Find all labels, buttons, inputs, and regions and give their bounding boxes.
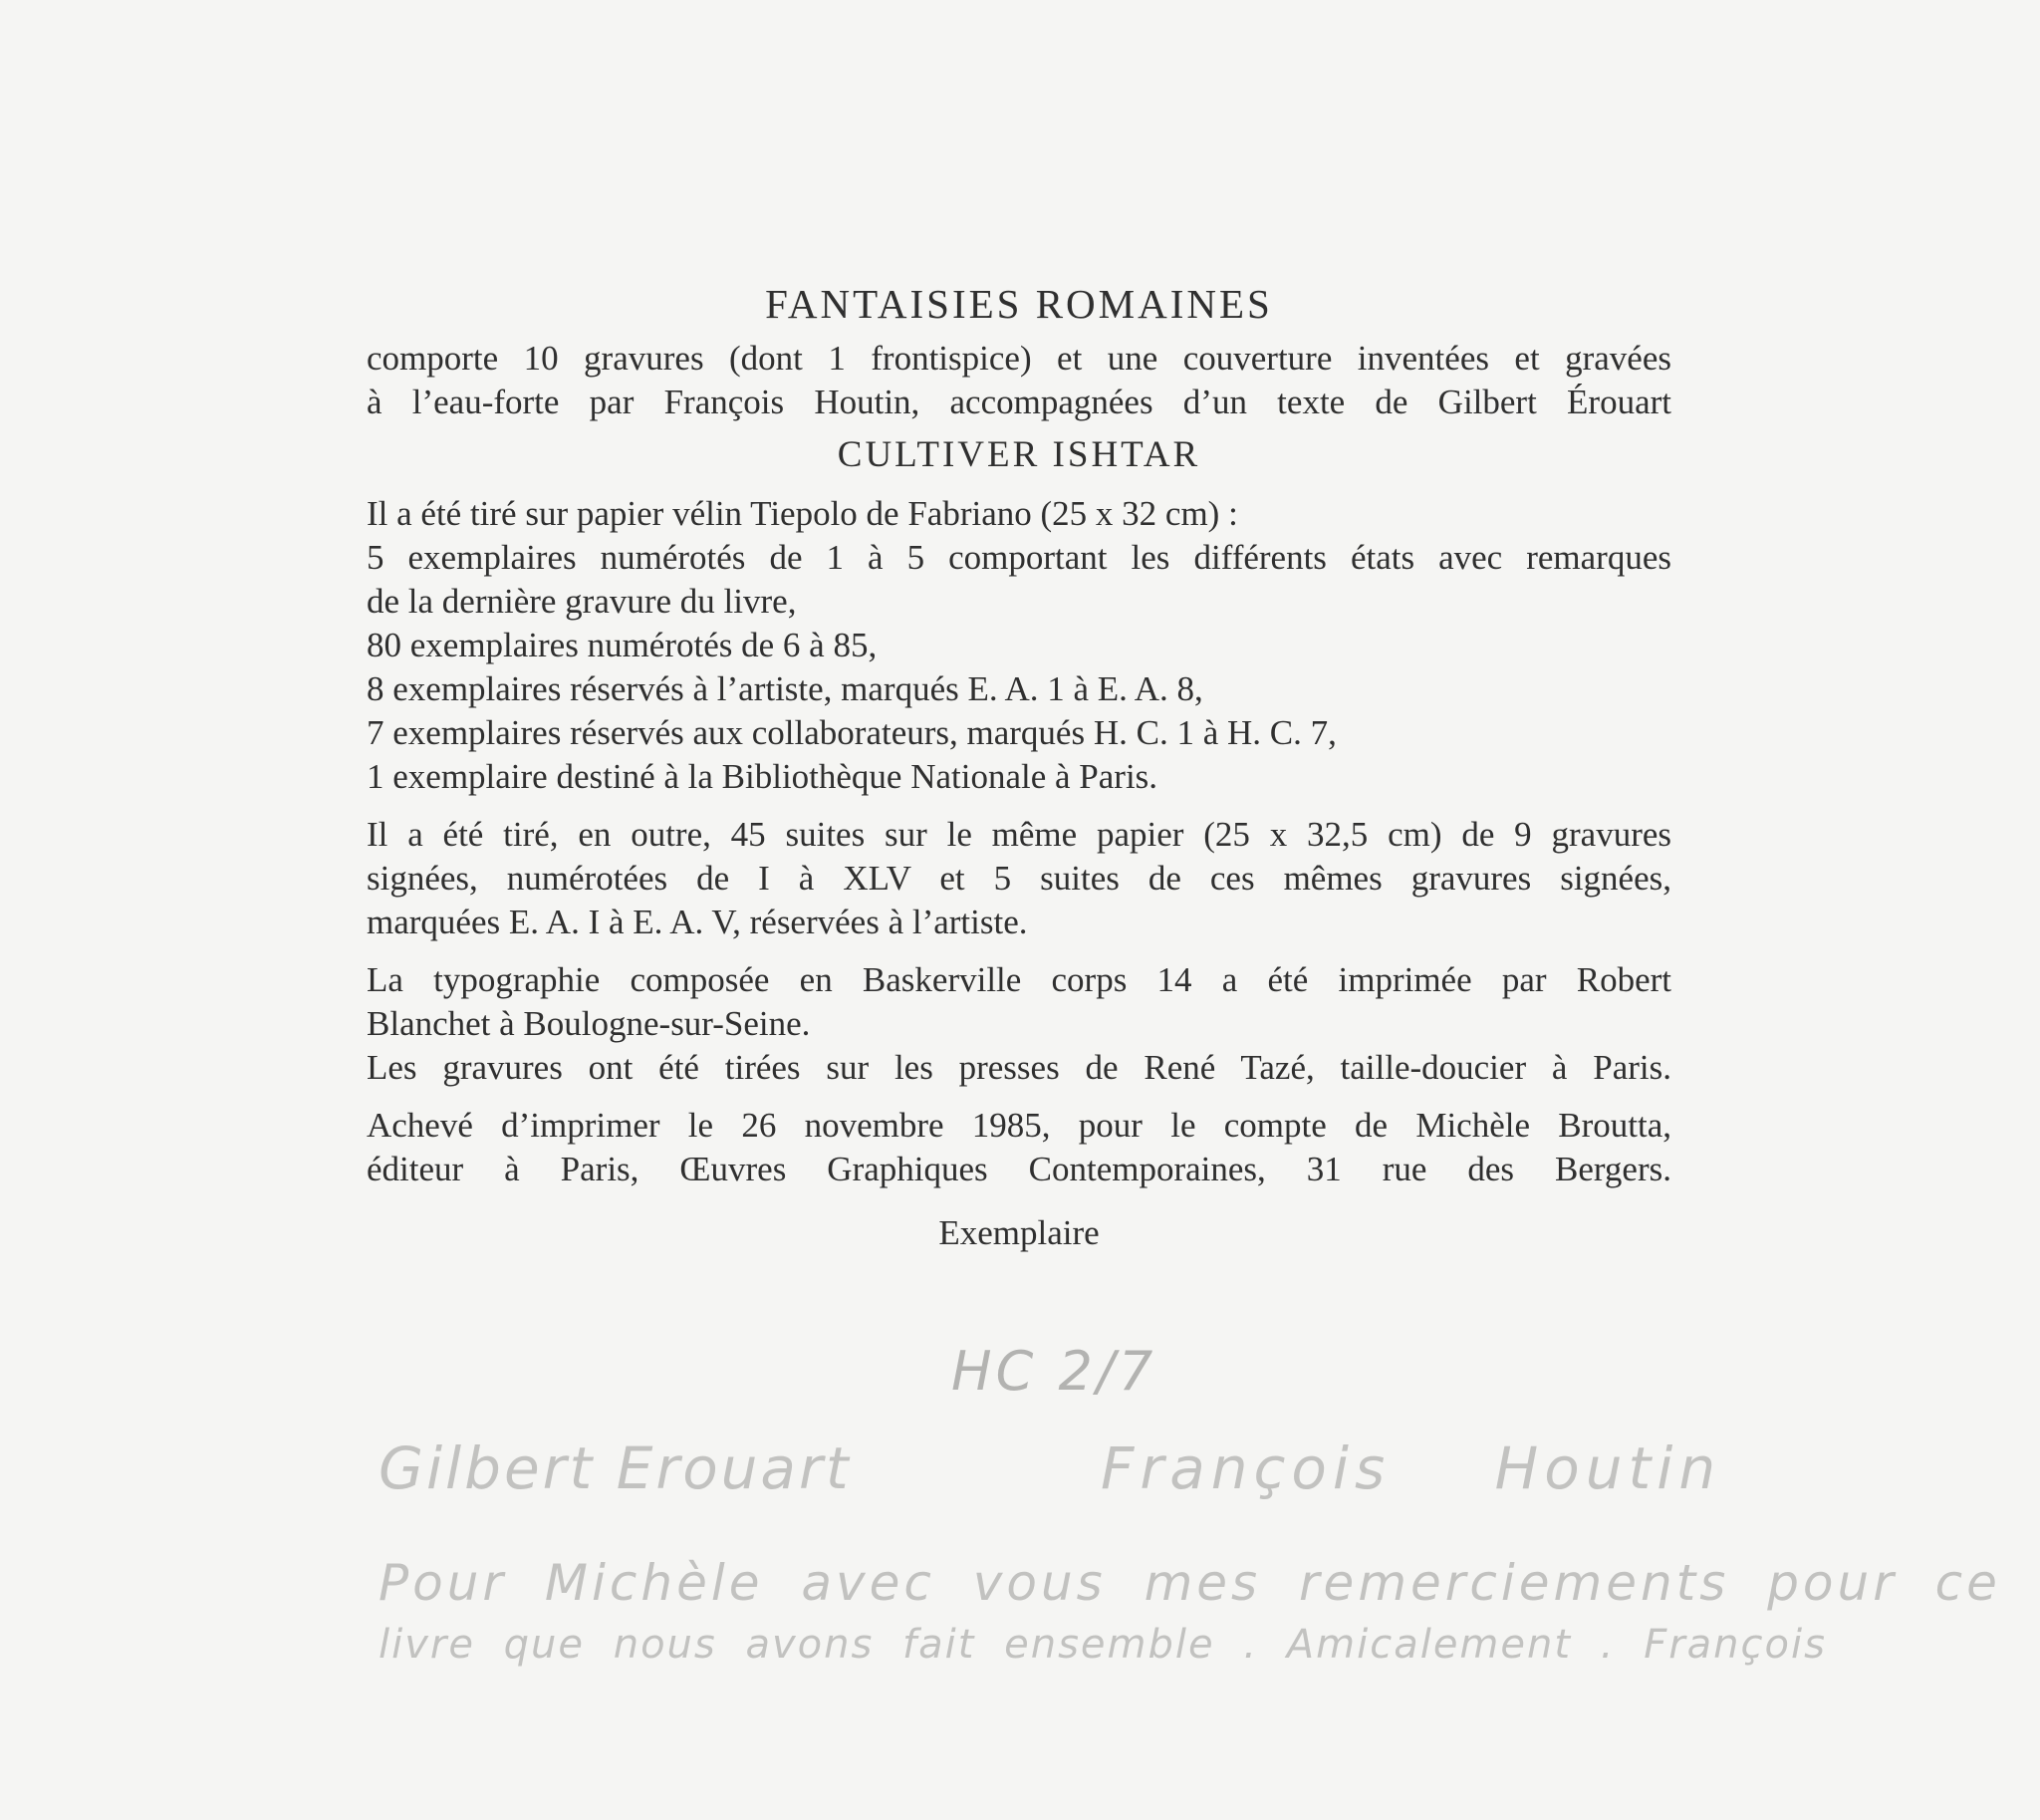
suites-line: Il a été tiré, en outre, 45 suites sur le même papier (25 x 32,5 cm) de 9 gravures bbox=[367, 815, 1671, 854]
book-title: FANTAISIES ROMAINES bbox=[765, 281, 1273, 327]
colophon-text-block bbox=[367, 271, 1671, 1255]
achieve-line: Achevé d’imprimer le 26 novembre 1985, pour le compte de Michèle Broutta, bbox=[367, 1106, 1671, 1145]
edition-line: de la dernière gravure du livre, bbox=[367, 582, 797, 621]
edition-line: Il a été tiré sur papier vélin Tiepolo de Fabriano (25 x 32 cm) : bbox=[367, 494, 1238, 533]
exemplaire-label: Exemplaire bbox=[938, 1213, 1100, 1252]
printing-line: Blanchet à Boulogne-sur-Seine. bbox=[367, 1004, 811, 1043]
suites-line: marquées E. A. I à E. A. V, réservées à l’artiste. bbox=[367, 903, 1028, 941]
edition-line: 7 exemplaires réservés aux collaborateurs, marqués H. C. 1 à H. C. 7, bbox=[367, 713, 1337, 752]
edition-line: 5 exemplaires numérotés de 1 à 5 comportant les différents états avec remarques bbox=[367, 538, 1671, 577]
edition-line: 1 exemplaire destiné à la Bibliothèque Nationale à Paris. bbox=[367, 757, 1158, 796]
edition-line: 8 exemplaires réservés à l’artiste, marqués E. A. 1 à E. A. 8, bbox=[367, 669, 1203, 708]
achieve-line: éditeur à Paris, Œuvres Graphiques Contemporaines, 31 rue des Bergers. bbox=[367, 1150, 1671, 1188]
intro-paragraph bbox=[367, 337, 1671, 424]
artist-signature: François Houtin bbox=[1101, 1434, 1722, 1502]
handwritten-dedication-line: Pour Michèle avec vous mes remerciements pour ce bbox=[379, 1554, 2001, 1612]
author-signature: Gilbert Erouart bbox=[379, 1434, 852, 1502]
intro-line: comporte 10 gravures (dont 1 frontispice) et une couverture inventées et gravées bbox=[367, 339, 1671, 378]
printing-line: Les gravures ont été tirées sur les presses de René Tazé, taille-doucier à Paris. bbox=[367, 1048, 1671, 1087]
handwritten-copy-number: HC 2/7 bbox=[951, 1340, 1157, 1403]
suites-line: signées, numérotées de I à XLV et 5 suites de ces mêmes gravures signées, bbox=[367, 859, 1671, 898]
printing-line: La typographie composée en Baskerville corps 14 a été imprimée par Robert bbox=[367, 960, 1671, 999]
achieve-paragraph bbox=[367, 1104, 1671, 1191]
suites-paragraph bbox=[367, 813, 1671, 944]
intro-line: à l’eau-forte par François Houtin, accompagnées d’un texte de Gilbert Érouart bbox=[367, 383, 1671, 421]
text-title: CULTIVER ISHTAR bbox=[837, 434, 1201, 475]
edition-paragraph bbox=[367, 492, 1671, 799]
handwritten-dedication-line: livre que nous avons fait ensemble . Amicalement . François bbox=[379, 1622, 1827, 1668]
edition-line: 80 exemplaires numérotés de 6 à 85, bbox=[367, 626, 878, 664]
printing-paragraph bbox=[367, 958, 1671, 1090]
